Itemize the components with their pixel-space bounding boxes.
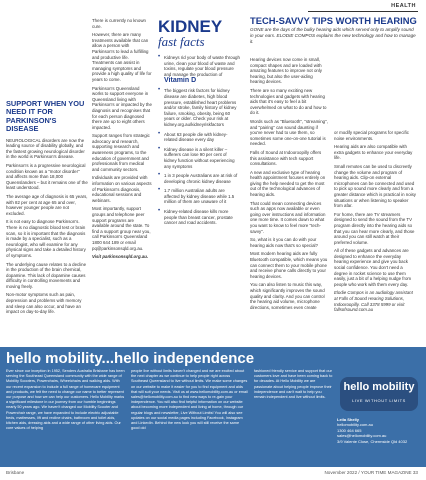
tech-column-1 bbox=[250, 57, 328, 313]
ad-paragraph: people live without limits haven't changed and we are excited about the next chapter as we continue to help people right across Southeast Queensland to live without limits. We make some changes on our website to make it easier for you to find equipment and aids that will suit your needs. Visit us at www.hellomobility.com.au or email sales@hellomobility.com.au to find new ways to re-gain your independence. You will also find helpful information on our website about becoming more independent and living at home, through our regular blogs and newsletter, Live Without Limits! You will also see updates on our social media pages including Facebook, Instagram and LinkedIn. Behind the new look you will still receive the same good old bbox=[131, 369, 248, 431]
tech-paragraph: Small remotes can be used to discreetly change the volume and program of hearing aids. Clip-on external microphones can be connected and used to pick up sound more clearly and from a greater distance which is practical in noisy situations or when listening to speaker from afar. bbox=[334, 163, 416, 209]
parkinsons-article bbox=[6, 100, 88, 318]
kidney-fact bbox=[158, 209, 240, 226]
section-header: HEALTH bbox=[391, 3, 416, 9]
parkinsons-paragraph: NEUROLOGICAL disorders are now the leading source of disability globally, and the fastest growing neurological disorder in the world is Parkinson's disease. bbox=[6, 137, 85, 160]
footer-page-info: November 2022 / YOUR TIME MAGAZINE 33 bbox=[324, 470, 418, 475]
kidney-facts-box bbox=[158, 18, 240, 230]
kidney-fact-text: Kidney-related disease kills more people than breast cancer, prostate cancer and road accidents. bbox=[164, 209, 233, 226]
kidney-fact-text: 1 in 3 people Australians are at risk of developing chronic kidney disease bbox=[164, 173, 238, 184]
ad-contact bbox=[337, 417, 422, 444]
kidney-fact bbox=[158, 173, 240, 184]
tech-paragraph: Falls of Sound at Indooroopilly offers this assistance with tech support consultations. bbox=[250, 149, 322, 167]
parkinsons-paragraph: Parkinson's Queensland works to support everyone in Queensland living with Parkinson's or impacted by the diagnosis and recognises that for each person diagnosed there are up to eight others impacted. bbox=[92, 85, 152, 130]
footer-location: Brisbane bbox=[6, 470, 25, 475]
ad-paragraph: fashioned friendly service and support that our customers love and have been coming back to for decades. At Hello Mobility we are passionate about helping people improve their independence and can't wait to help you remain independent and live without limits. bbox=[254, 369, 333, 400]
tech-paragraph: You can also listen to music this way, which significantly improves the sound quality and clarity. And you can control the hearing aid volume, microphone directions, sometimes even create bbox=[250, 282, 325, 310]
kidney-fact bbox=[158, 132, 240, 143]
contact-name: Leila Shelly bbox=[337, 417, 360, 422]
tech-paragraph: A new and exclusive type of hearing health appointment focuses entirely on giving the help needed to get the most out of the technological advances of hearing aids. bbox=[250, 169, 326, 198]
tech-paragraph: Most modern hearing aids are fully Bluetooth compatible, which means you can connect them to your mobile phone and receive phone calls directly to your hearing devices. bbox=[250, 251, 328, 279]
kidney-fact-text: Kidney disease is a silent killer – sufferers can lose 90 per cent of kidney function without experiencing any symptoms bbox=[164, 146, 235, 169]
tech-column-2 bbox=[334, 130, 416, 316]
kidney-subtitle: fast facts bbox=[158, 34, 205, 49]
ad-headline: hello mobility...hello independence bbox=[6, 350, 255, 367]
parkinsons-paragraph: However, there are many treatments available that can allow a person with Parkinson's to lead a fulfilling and productive life. Treatments can assist in managing symptoms and provide a high quality of life for years to come. bbox=[92, 32, 152, 82]
kidney-fact bbox=[158, 88, 240, 127]
contact-phone: 1300 464 665 bbox=[337, 427, 362, 433]
tech-headline: TECH-SAVVY TIPS WORTH HEARING bbox=[250, 15, 417, 26]
kidney-title: KIDNEY bbox=[158, 17, 223, 36]
parkinsons-article-cont bbox=[92, 18, 152, 263]
tech-paragraph: All of these gadgets and advances are designed to enhance the everyday hearing experience and give you back social confidence. You don't need a degree in rocket science to use them easily, just a bit of a helping nudge from people who work with them every day. bbox=[334, 248, 412, 287]
parkinsons-paragraph: There is currently no known cure. bbox=[92, 18, 146, 29]
contact-website: hellomobility.com.au bbox=[337, 422, 373, 428]
tech-paragraph: So, what is it you can do with your hearing aids now that's so special? bbox=[250, 237, 318, 248]
parkinsons-paragraph: The average age of diagnosis is 65 years, with 82 per cent at age 65 and over, however younger people are not excluded. bbox=[6, 193, 88, 216]
parkinsons-paragraph: Most importantly, support groups and telephone peer support programs are available around the state. To find a support group near you, call Parkinson's Queensland 1800 644 189 or email pq@parkinsonsqld.org.au. bbox=[92, 206, 151, 251]
contact-address: 3/9 Valente Close, Chermside Qld 4032 bbox=[337, 438, 408, 444]
kidney-fact bbox=[158, 55, 240, 84]
tech-paragraph: or modify special programs for specific noise environments. bbox=[334, 130, 409, 141]
parkinsons-paragraph: Non-motor symptoms such as pain, depression and problems with memory and sleep can also occur, and have an impact on day-to-day life. bbox=[6, 292, 82, 315]
header-rule bbox=[308, 11, 418, 12]
parkinsons-paragraph: Individuals are provided with information on various aspects of Parkinson's diagnosis, educational sessions and webinars. bbox=[92, 175, 152, 203]
logo-text: hello mobility bbox=[343, 381, 415, 393]
kidney-fact-text: 1.7 million Australian adults are affected by kidney disease while 1.5 million of them are unaware of it bbox=[164, 188, 235, 205]
kidney-fact bbox=[158, 188, 240, 205]
tech-paragraph: There are so many exciting new technologies and gadgets with hearing aids that it's easy to feel a bit overwhelmed on what to do and how to do it. bbox=[250, 87, 327, 116]
tech-paragraph: That could mean connecting devices such as apps now available or even going over instructions and information one more time. It comes down to what you want to know to feel more "tech-savvy". bbox=[250, 200, 326, 234]
tech-paragraph: For home, there are TV streamers designed to send the sound from the TV program directly into the hearing aids so that you can hear more clearly, and those around you can still watch at their preferred volume. bbox=[334, 211, 415, 245]
parkinsons-headline: SUPPORT WHEN YOU NEED IT FOR PARKINSON'S DISEASE bbox=[6, 99, 85, 134]
logo-tagline: LIVE WITHOUT LIMITS bbox=[352, 398, 406, 403]
tech-paragraph: Hearing devices now come in small, compact shapes and are loaded with amazing features to improve not only hearing, but also the user-aiding hearing devices. bbox=[250, 57, 322, 85]
ad-text-column bbox=[6, 369, 126, 433]
parkinsons-website: Visit parkinsonsqld.org.au. bbox=[92, 254, 149, 260]
kidney-fact-text: About 63 people die with kidney-related disease every day bbox=[164, 131, 228, 143]
tech-paragraph: Hearing aids are also compatible with extra gadgets to enhance your everyday life. bbox=[334, 144, 413, 161]
parkinsons-paragraph: Support ranges from strategic advocacy and research, supporting research and awareness programs, to the education of government and professionals from medical and community sectors. bbox=[92, 133, 150, 172]
kidney-fact-text: Kidneys rid your body of waste through urine, clean your blood of waste and toxins, regulate your blood pressure and manage the production of bbox=[164, 55, 240, 77]
kidney-fact-text: The biggest risk factors for kidney disease are diabetes, high blood pressure, established heart problems and/or stroke, family history of kidney failure, smoking, obesity, being 60 years or older. Check your risk at kidney.org.au/kidneyriskfactors bbox=[164, 88, 237, 127]
kidney-fact bbox=[158, 147, 240, 169]
parkinsons-paragraph: Parkinson's is a progressive neurological condition known as a "motor disorder" and affects more than 18,000 Queenslanders – but it remains one of the least understood. bbox=[6, 163, 88, 191]
parkinsons-paragraph: The underlying cause relates to a decline in the production of the brain chemical, dopamine. This lack of dopamine causes difficulty in controlling movements and moving freely. bbox=[6, 261, 87, 289]
ad-paragraph: Ever since our inception in 1952, Senders Australia Brisbane has been serving the Southeast Queensland community with the wide range of Mobility Scooters, Powerchairs, Wheelchairs and walking aids. With our recent expansion to include a full range of homecare equipment and products, we felt the need to change our name to better represent our purpose and how we can help our customers. Hello Mobility marks a significant milestone in our journey from our humble beginnings nearly 50 years ago. We haven't changed our Mobility Scooter and Powerchair range, we have expanded to include electric adjustable beds, mattresses, lift and recline chairs, bathroom and toilet aids, kitchen aids, dressing aids and a wide range of other living aids. Our core values of helping bbox=[6, 369, 125, 431]
hello-mobility-logo bbox=[340, 377, 418, 411]
parkinsons-paragraph: It is not easy to diagnose Parkinson's. There is no diagnostic blood test or brain scan, so it is important that the diagnosis is made by a specialist, such as a neurologist, who will examine for any physical signs and take a detailed history of symptoms. bbox=[6, 219, 86, 258]
tech-byline: Elodie Compos is an audiology assistant at Falls of Sound Hearing Solutions, Indooroopilly. Call 3378 5999 or visit fallsofsound.com.au bbox=[334, 290, 413, 313]
hello-mobility-ad bbox=[0, 347, 426, 467]
ad-text-column bbox=[131, 369, 248, 433]
tech-intro: GONE are the days of the bulky hearing aids which served only to amplify sound in your ears. ELODIE COMPOS explains the new technology and how to manage it. bbox=[250, 27, 416, 44]
contact-email: sales@hellomobility.com.au bbox=[337, 433, 387, 439]
kidney-fact-highlight: Vitamin D bbox=[164, 77, 197, 85]
tech-paragraph: Words such as "Bluetooth", "streaming", and "pairing" can sound daunting if you've never had to use them, so sometimes some one-on-one tutorial is needed. bbox=[250, 118, 328, 147]
ad-text-column bbox=[254, 369, 334, 402]
